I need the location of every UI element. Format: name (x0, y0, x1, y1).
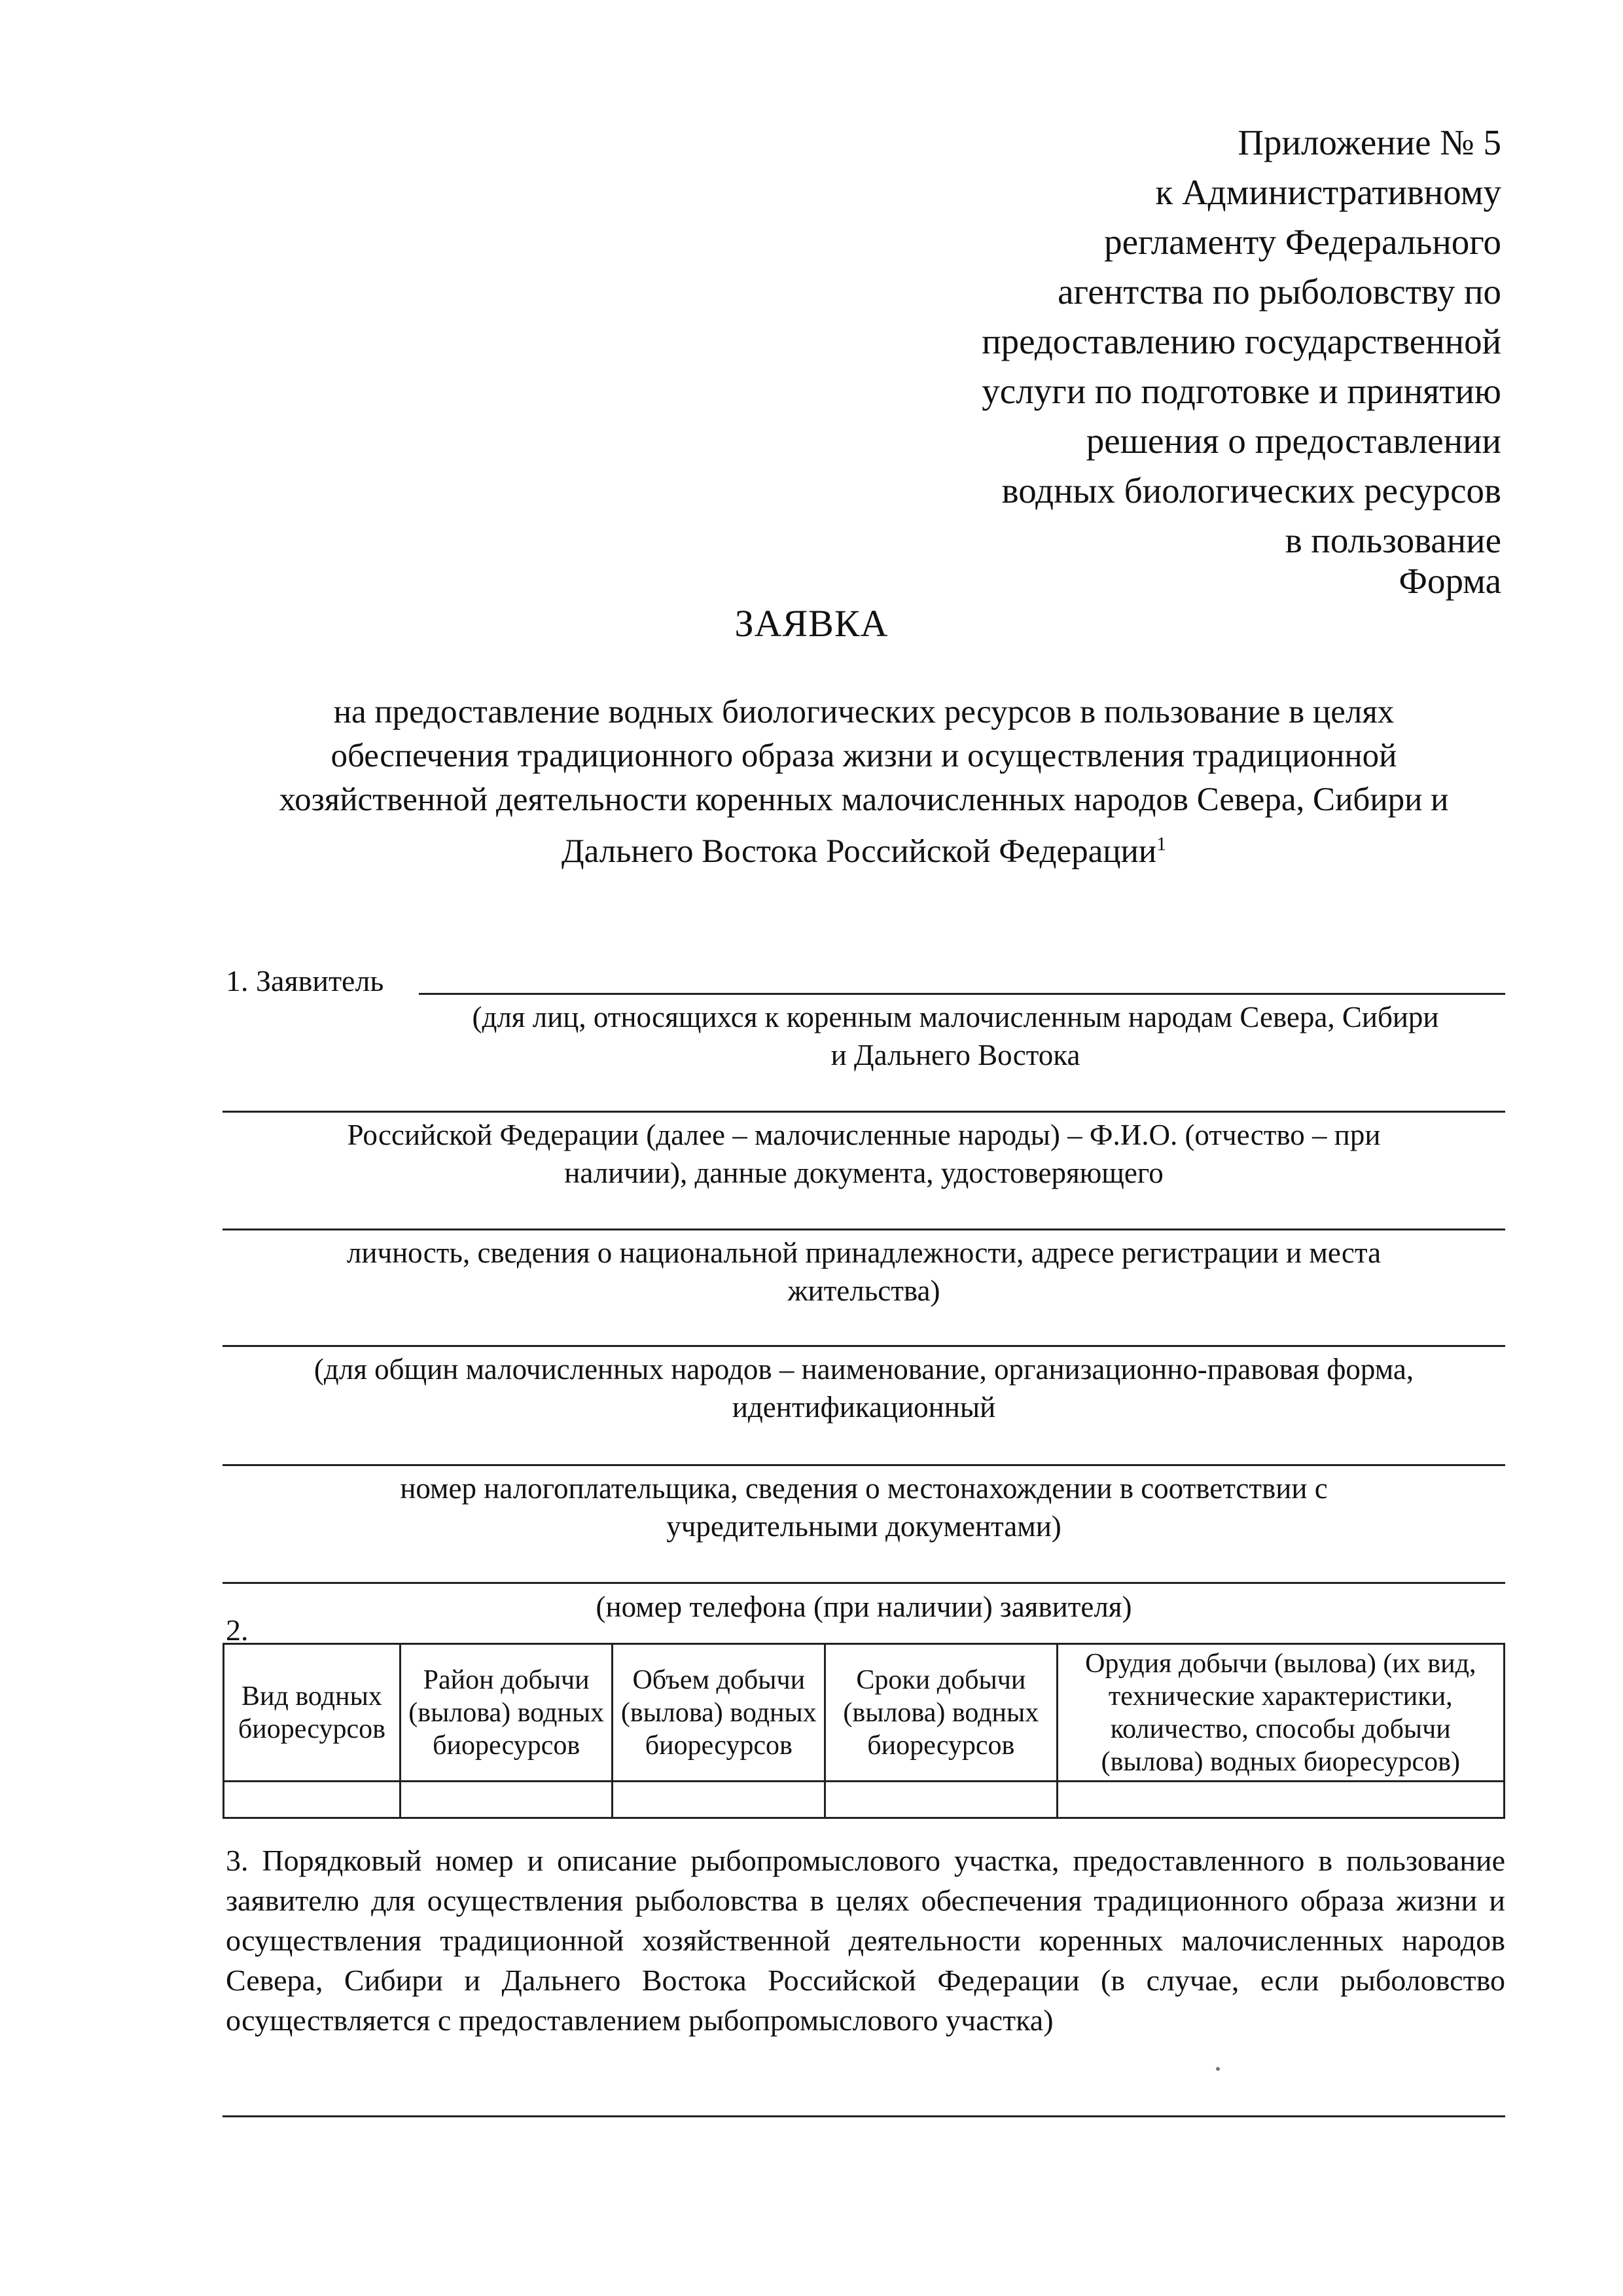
table-cell-period[interactable] (825, 1782, 1057, 1818)
appendix-line: агентства по рыболовству по (1058, 272, 1501, 312)
appendix-line: решения о предоставлении (1086, 421, 1501, 461)
table-cell-species[interactable] (224, 1782, 401, 1818)
caption-line: жительства) (787, 1274, 940, 1307)
appendix-line: Приложение № 5 (1238, 122, 1501, 162)
section-2-label: 2. (226, 1613, 249, 1647)
appendix-line: услуги по подготовке и принятию (982, 371, 1501, 411)
table-cell-gear[interactable] (1057, 1782, 1504, 1818)
appendix-header (781, 118, 1501, 565)
appendix-line: водных биологических ресурсов (1001, 471, 1501, 511)
community-caption (223, 1469, 1505, 1545)
subtitle-line-text: Дальнего Востока Российской Федерации (561, 833, 1157, 870)
table-header-row (224, 1644, 1505, 1782)
plot-description-line[interactable] (223, 2115, 1505, 2117)
applicant-caption (393, 998, 1518, 1074)
caption-line: номер налогоплательщика, сведения о местонахождении в соответствии с (400, 1472, 1328, 1505)
subtitle-line (223, 822, 1505, 874)
section-3-text: 3. Порядковый номер и описание рыбопромыслового участка, предоставленного в пользование заявителю для осуществления рыболовства в целях обеспечения традиционного образа жизни и осуществления традиционной хозяйственной деятельности коренных малочисленных народов Севера, Сибири и Дальнего Востока Российской Федерации (в случае, если рыболовство осуществляется с предоставлением рыбопромыслового участка) (226, 1844, 1505, 2037)
column-header-volume: Объем добычи (вылова) водных биоресурсов (613, 1644, 825, 1782)
community-caption (223, 1350, 1505, 1426)
subtitle-line: обеспечения традиционного образа жизни и осуществления традиционной (330, 738, 1397, 774)
document-title: ЗАЯВКА (734, 602, 889, 645)
phone-caption: (номер телефона (при наличии) заявителя) (596, 1590, 1132, 1623)
column-header-area: Район добычи (вылова) водных биоресурсов (400, 1644, 613, 1782)
footnote-mark: 1 (1156, 833, 1167, 855)
column-header-period: Сроки добычи (вылова) водных биоресурсов (825, 1644, 1057, 1782)
applicant-caption (223, 1116, 1505, 1192)
caption-line: идентификационный (732, 1391, 996, 1424)
community-input-line[interactable] (223, 1464, 1505, 1466)
scan-speck (1216, 2067, 1220, 2071)
subtitle-line: на предоставление водных биологических ресурсов в пользование в целях (333, 694, 1395, 730)
caption-line: (для общин малочисленных народов – наименование, организационно-правовая форма, (313, 1353, 1414, 1386)
appendix-line: предоставлению государственной (982, 321, 1501, 361)
form-label: Форма (1399, 561, 1501, 601)
applicant-input-line[interactable] (419, 993, 1505, 995)
column-header-gear: Орудия добычи (вылова) (их вид, технические характеристики, количество, способы добычи (вылова) водных биоресурсов) (1057, 1644, 1504, 1782)
table-row (224, 1782, 1505, 1818)
community-input-line[interactable] (223, 1345, 1505, 1347)
table-cell-area[interactable] (400, 1782, 613, 1818)
bioresources-table (223, 1643, 1505, 1819)
phone-input-line[interactable] (223, 1582, 1505, 1584)
caption-line: личность, сведения о национальной принадлежности, адресе регистрации и места (346, 1236, 1382, 1269)
appendix-line: в пользование (1285, 520, 1501, 560)
document-subtitle (223, 691, 1505, 874)
applicant-caption (223, 1234, 1505, 1310)
caption-line: наличии), данные документа, удостоверяющего (564, 1157, 1164, 1189)
subtitle-line: хозяйственной деятельности коренных малочисленных народов Севера, Сибири и (279, 781, 1449, 818)
appendix-line: регламенту Федерального (1104, 222, 1501, 262)
appendix-line: к Административному (1155, 172, 1501, 212)
caption-line: учредительными документами) (666, 1510, 1061, 1543)
applicant-input-line[interactable] (223, 1229, 1505, 1230)
table-cell-volume[interactable] (613, 1782, 825, 1818)
caption-line: (для лиц, относящихся к коренным малочисленным народам Севера, Сибири (472, 1001, 1439, 1033)
caption-line: и Дальнего Востока (830, 1039, 1080, 1071)
column-header-species: Вид водных биоресурсов (224, 1644, 401, 1782)
caption-line: Российской Федерации (далее – малочисленные народы) – Ф.И.О. (отчество – при (347, 1119, 1381, 1151)
applicant-label: 1. Заявитель (226, 964, 384, 997)
applicant-input-line[interactable] (223, 1111, 1505, 1113)
